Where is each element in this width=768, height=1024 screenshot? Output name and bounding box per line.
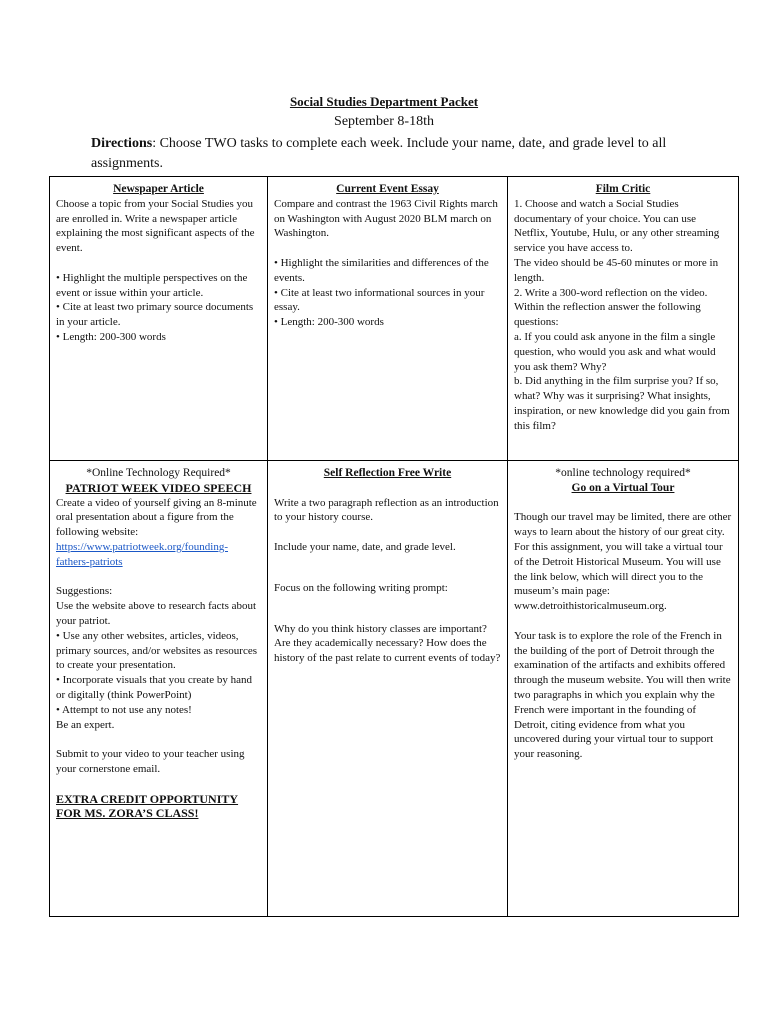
task-row-1 — [50, 177, 739, 461]
question-a: a. If you could ask anyone in the film a single question, who would you ask and what would you ask them? Why? — [514, 330, 716, 373]
cell-text: Create a video of yourself giving an 8-minute oral presentation about a figure from the following website: — [56, 496, 257, 539]
tech-note: *Online Technology Required* — [86, 467, 231, 479]
extra-credit-note: EXTRA CREDIT OPPORTUNITY FOR MS. ZORA’S CLASS! — [56, 791, 239, 821]
writing-prompt: Why do you think history classes are important? Are they academically necessary? How does the history of the past relate to current events of today? — [274, 622, 501, 665]
submit-instructions: Submit to your video to your teacher using your cornerstone email. — [56, 748, 245, 775]
bullet: • Highlight the similarities and differences of the events. — [274, 256, 489, 284]
suggestion: Be an expert. — [56, 718, 115, 731]
bullet: • Length: 200-300 words — [274, 316, 384, 329]
bullet: • Cite at least two informational sources in your essay. — [274, 286, 485, 314]
cell-patriot-week — [50, 461, 268, 917]
cell-text: 1. Choose and watch a Social Studies documentary of your choice. You can use Netflix, Youtube, Hulu, or any other streaming service you have access to. — [514, 197, 720, 255]
suggestions-label: Suggestions: — [56, 585, 113, 598]
cell-self-reflection — [268, 461, 508, 917]
question-b: b. Did anything in the film surprise you? If so, what? Why was it surprising? What insights, inspiration, or new knowledge did you gain from this film? — [514, 375, 730, 432]
directions — [91, 134, 671, 174]
cell-text: Compare and contrast the 1963 Civil Rights march on Washington with August 2020 BLM march on Washington. — [274, 197, 498, 240]
suggestion: • Attempt to not use any notes! — [56, 703, 192, 716]
task-row-2 — [50, 461, 739, 917]
cell-title: Self Reflection Free Write — [323, 467, 452, 479]
cell-title: Current Event Essay — [336, 183, 439, 195]
page-title: Social Studies Department Packet — [289, 94, 479, 109]
suggestion: • Use any other websites, articles, videos, primary sources, and/or websites as resources to create your presentation. — [56, 629, 257, 672]
cell-title: Film Critic — [595, 183, 651, 195]
bullet: • Length: 200-300 words — [56, 330, 166, 343]
bullet: • Highlight the multiple perspectives on the event or issue within your article. — [56, 271, 248, 299]
cell-text: Though our travel may be limited, there are other ways to learn about the history of our great city. For this assignment, you will take a virtual tour of the Detroit Historical Museum. You will use the link below, which will direct you to the museum’s main page: www.detroithistoricalmuseum.org. — [514, 511, 732, 613]
cell-text: Write a two paragraph reflection as an introduction to your history course. — [274, 496, 499, 524]
cell-text: 2. Write a 300-word reflection on the video. Within the reflection answer the following questions: — [514, 286, 708, 329]
suggestion: • Incorporate visuals that you create by hand or digitally (think PowerPoint) — [56, 674, 252, 701]
packet-date: September 8-18th — [334, 114, 434, 129]
cell-film-critic — [508, 177, 739, 461]
cell-title: Newspaper Article — [113, 183, 204, 195]
directions-text: : Choose TWO tasks to complete each week. Include your name, date, and grade level to all assignments. — [91, 136, 667, 171]
task-grid — [49, 176, 739, 917]
suggestion: Use the website above to research facts about your patriot. — [56, 600, 257, 627]
cell-text: Choose a topic from your Social Studies you are enrolled in. Write a newspaper article explaining the most significant aspects of the event. — [56, 197, 255, 255]
cell-title: PATRIOT WEEK VIDEO SPEECH — [65, 480, 252, 495]
cell-text: Include your name, date, and grade level. — [274, 540, 456, 553]
cell-virtual-tour — [508, 461, 739, 917]
bullet: • Cite at least two primary source documents in your article. — [56, 301, 254, 329]
patriotweek-link[interactable]: https://www.patriotweek.org/founding-fathers-patriots — [56, 540, 229, 568]
cell-newspaper-article — [50, 177, 268, 461]
tech-note: *online technology required* — [555, 467, 691, 479]
cell-title: Go on a Virtual Tour — [571, 481, 675, 494]
cell-current-event-essay — [268, 177, 508, 461]
cell-text: Focus on the following writing prompt: — [274, 581, 448, 594]
cell-text: Your task is to explore the role of the French in the building of the port of Detroit through the examination of the artifacts and exhibits offered through the museum website. You will then write two paragraphs in which you explain why the French were important in the founding of Detroit, citing evidence from what you uncovered during your virtual tour to support your reasoning. — [514, 629, 731, 761]
directions-label: Directions — [91, 136, 153, 151]
cell-text: The video should be 45-60 minutes or more in length. — [514, 256, 719, 284]
